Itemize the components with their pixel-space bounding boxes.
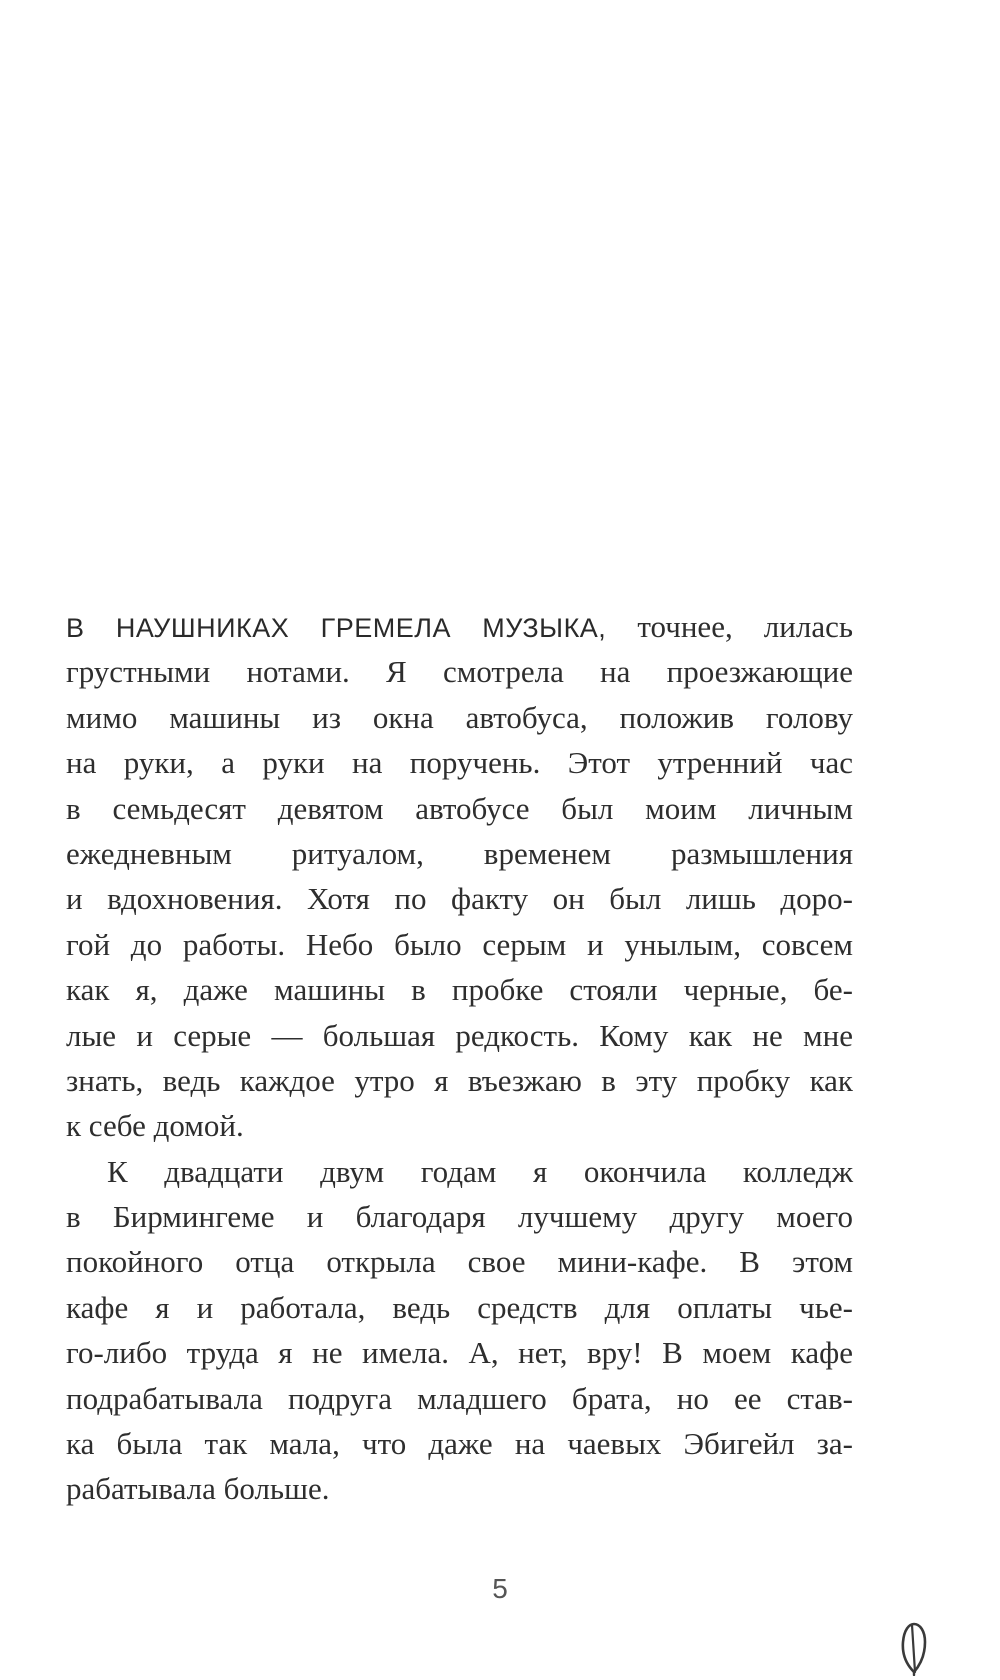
chapter-lead-in: В НАУШНИКАХ ГРЕМЕЛА МУЗЫКА, [66,613,607,643]
text-line: в Бирмингеме и благодаря лучшему другу моего [66,1199,853,1235]
text-line: лые и серые — большая редкость. Кому как не мне [66,1017,853,1053]
text-line: ка была так мала, что даже на чаевых Эбигейл за- [66,1426,853,1462]
text-line: к себе домой. [66,1108,244,1144]
text-line: знать, ведь каждое утро я въезжаю в эту пробку как [66,1062,853,1098]
text-line: в семьдесят девятом автобусе был моим личным [66,790,853,826]
text-line: В НАУШНИКАХ ГРЕМЕЛА МУЗЫКА, точнее, лилась [66,609,853,644]
text-line: К двадцати двум годам я окончила колледж [107,1153,853,1189]
text-line: покойного отца открыла свое мини-кафе. В этом [66,1244,853,1280]
page-number: 5 [492,1573,508,1604]
text-line: мимо машины из окна автобуса, положив голову [66,699,853,735]
leaf-icon [900,1620,928,1676]
text-line: ежедневным ритуалом, временем размышления [66,835,853,871]
text-line: кафе я и работала, ведь средств для оплаты чье- [66,1289,853,1325]
text-line: как я, даже машины в пробке стояли черные, бе- [66,972,853,1008]
body-text [66,604,853,1512]
text-line: гой до работы. Небо было серым и унылым, совсем [66,926,853,962]
text-line: рабатывала больше. [66,1471,330,1507]
text-line: подрабатывала подруга младшего брата, но ее став- [66,1380,853,1416]
text-line: на руки, а руки на поручень. Этот утренний час [66,745,853,781]
text-line: и вдохновения. Хотя по факту он был лишь доро- [66,881,853,917]
text-line: грустными нотами. Я смотрела на проезжающие [66,654,853,690]
paragraph-1 [66,604,853,1149]
paragraph-2 [66,1149,853,1512]
text-line: го-либо труда я не имела. А, нет, вру! В моем кафе [66,1335,853,1371]
